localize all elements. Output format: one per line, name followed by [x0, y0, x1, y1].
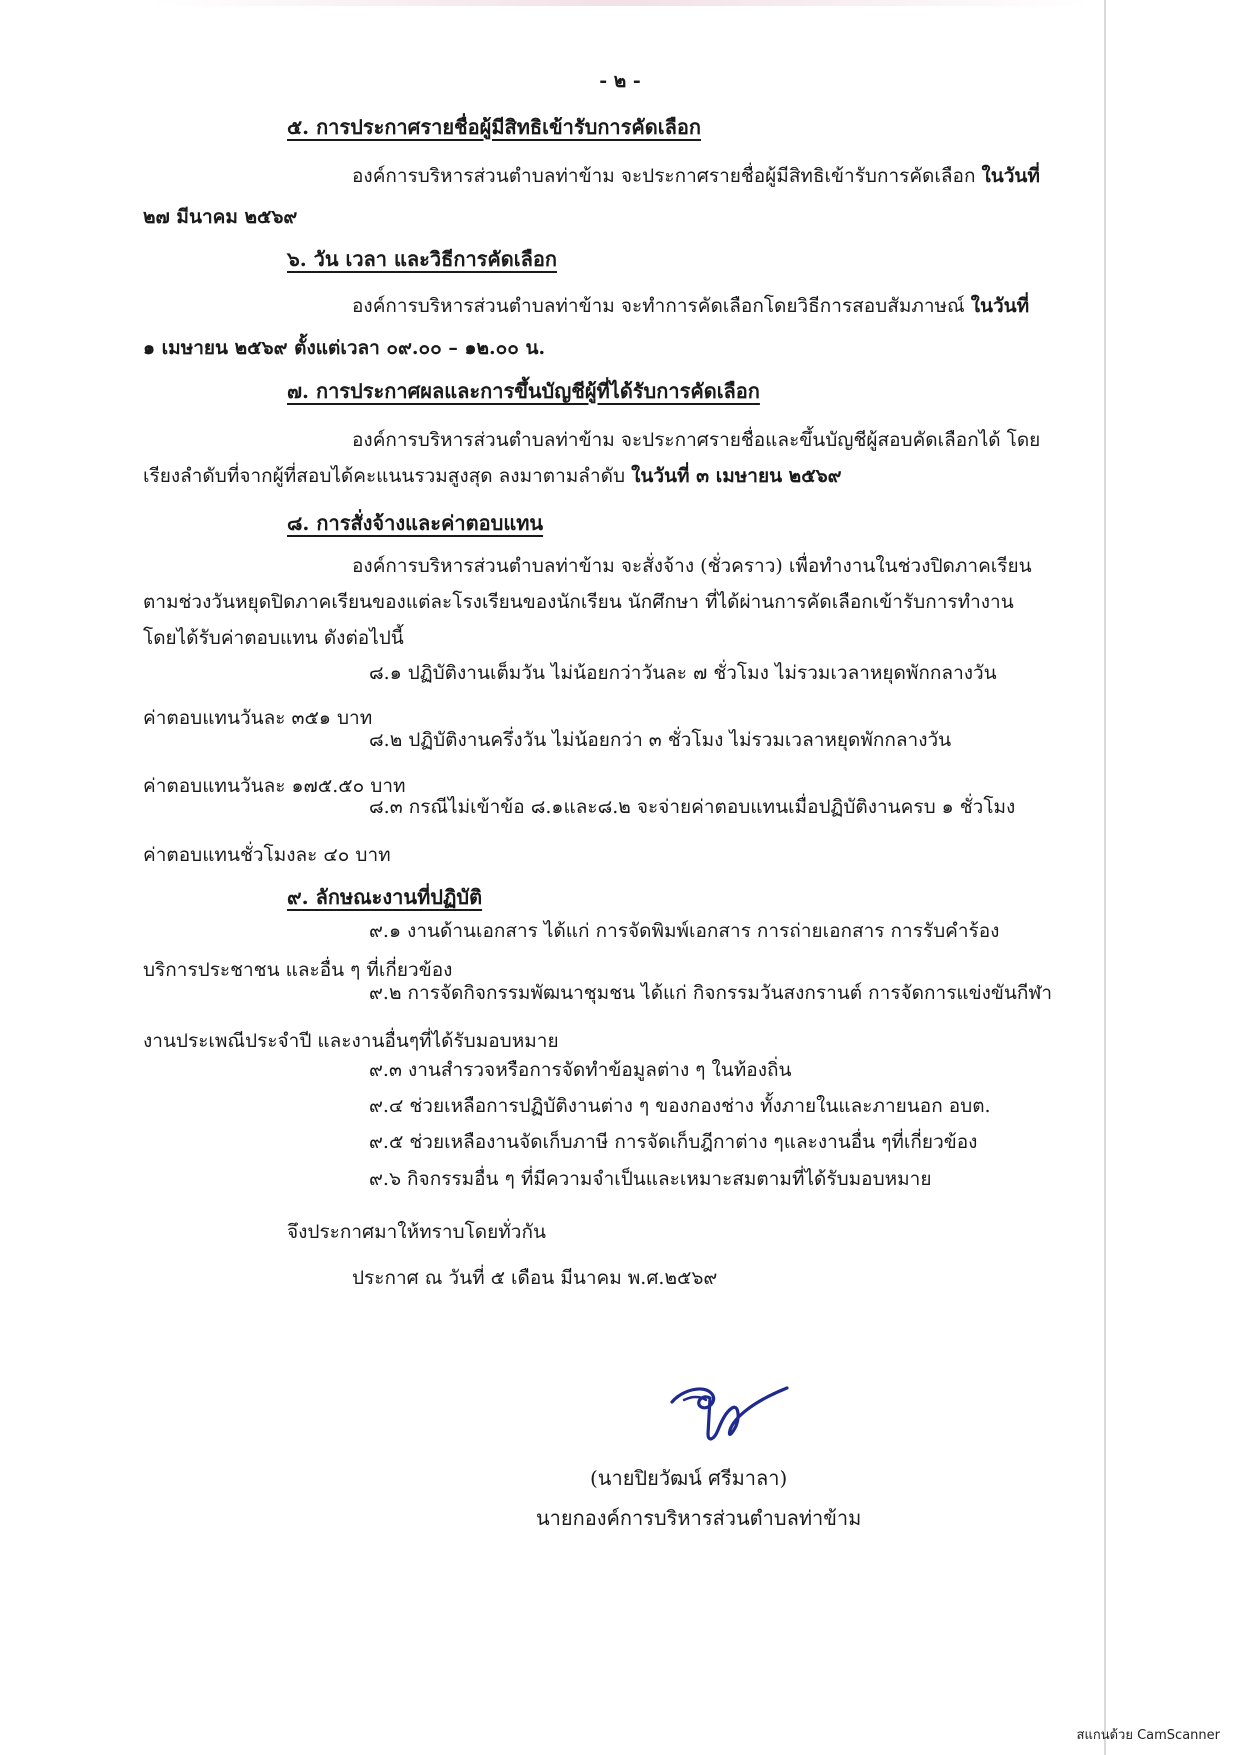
section-9-item-3: ๙.๓ งานสำรวจหรือการจัดทำข้อมูลต่าง ๆ ในท้องถิ่น — [369, 1059, 792, 1081]
section-9-item-4: ๙.๔ ช่วยเหลือการปฏิบัติงานต่าง ๆ ของกองช่าง ทั้งภายในและภายนอก อบต. — [369, 1095, 991, 1117]
section-7-line-2-bold: ในวันที่ ๓ เมษายน ๒๕๖๙ — [631, 465, 842, 487]
section-7-line-2-text: เรียงลำดับที่จากผู้ที่สอบได้คะแนนรวมสูงสุด ลงมาตามลำดับ — [143, 465, 632, 487]
page-number: - ๒ - — [599, 70, 641, 92]
scan-top-strip — [150, 0, 1090, 6]
scanner-watermark: สแกนด้วย CamScanner — [1076, 1728, 1220, 1743]
section-8-item-2: ๘.๒ ปฏิบัติงานครึ่งวัน ไม่น้อยกว่า ๓ ชั่วโมง ไม่รวมเวลาหยุดพักกลางวัน — [369, 729, 952, 751]
scan-right-border — [1104, 0, 1106, 1755]
section-7-line-2 — [143, 463, 842, 489]
section-8-line-3: โดยได้รับค่าตอบแทน ดังต่อไปนี้ — [143, 627, 404, 649]
section-8-item-2-rate: ค่าตอบแทนวันละ ๑๗๕.๕๐ บาท — [143, 775, 406, 797]
section-9-item-2: ๙.๒ การจัดกิจกรรมพัฒนาชุมชน ได้แก่ กิจกรรมวันสงกรานต์ การจัดการแข่งขันกีฬา — [369, 982, 1053, 1004]
section-6-line-1-bold: ในวันที่ — [970, 295, 1030, 317]
section-5-heading: ๕. การประกาศรายชื่อผู้มีสิทธิเข้ารับการคัดเลือก — [287, 115, 701, 139]
section-8-item-3: ๘.๓ กรณีไม่เข้าข้อ ๘.๑และ๘.๒ จะจ่ายค่าตอบแทนเมื่อปฏิบัติงานครบ ๑ ชั่วโมง — [369, 796, 1016, 818]
section-6-date-time: ๑ เมษายน ๒๕๖๙ ตั้งแต่เวลา ๐๙.๐๐ – ๑๒.๐๐ น. — [143, 337, 546, 359]
section-9-item-5: ๙.๕ ช่วยเหลืองานจัดเก็บภาษี การจัดเก็บฎีกาต่าง ๆและงานอื่น ๆที่เกี่ยวข้อง — [369, 1131, 978, 1153]
section-6-heading: ๖. วัน เวลา และวิธีการคัดเลือก — [287, 247, 557, 271]
section-5-line-1-bold: ในวันที่ — [981, 165, 1040, 187]
section-5-line-1-text: องค์การบริหารส่วนตำบลท่าข้าม จะประกาศรายชื่อผู้มีสิทธิเข้ารับการคัดเลือก — [352, 165, 982, 187]
section-9-item-1-cont: บริการประชาชน และอื่น ๆ ที่เกี่ยวข้อง — [143, 959, 453, 981]
signatory-name: (นายปิยวัฒน์ ศรีมาลา) — [590, 1466, 788, 1490]
section-8-item-3-rate: ค่าตอบแทนชั่วโมงละ ๔๐ บาท — [143, 844, 391, 866]
signatory-position: นายกองค์การบริหารส่วนตำบลท่าข้าม — [536, 1506, 862, 1530]
section-6-line-1-text: องค์การบริหารส่วนตำบลท่าข้าม จะทำการคัดเลือกโดยวิธีการสอบสัมภาษณ์ — [352, 295, 971, 317]
section-9-item-6: ๙.๖ กิจกรรมอื่น ๆ ที่มีความจำเป็นและเหมาะสมตามที่ได้รับมอบหมาย — [369, 1168, 932, 1190]
section-7-heading: ๗. การประกาศผลและการขึ้นบัญชีผู้ที่ได้รับการคัดเลือก — [287, 379, 760, 403]
section-8-item-1-rate: ค่าตอบแทนวันละ ๓๕๑ บาท — [143, 707, 373, 729]
section-5-date: ๒๗ มีนาคม ๒๕๖๙ — [143, 206, 298, 228]
section-8-item-1: ๘.๑ ปฏิบัติงานเต็มวัน ไม่น้อยกว่าวันละ ๗ ชั่วโมง ไม่รวมเวลาหยุดพักกลางวัน — [369, 662, 997, 684]
section-8-line-2: ตามช่วงวันหยุดปิดภาคเรียนของแต่ละโรงเรียนของนักเรียน นักศึกษา ที่ได้ผ่านการคัดเลือกเข้ารับการทำงาน — [143, 591, 1014, 613]
section-5-line-1 — [352, 163, 1040, 189]
announcement-date: ประกาศ ณ วันที่ ๕ เดือน มีนาคม พ.ศ.๒๕๖๙ — [352, 1267, 718, 1289]
section-8-heading: ๘. การสั่งจ้างและค่าตอบแทน — [287, 511, 544, 535]
signature-image — [662, 1372, 792, 1452]
closing-statement: จึงประกาศมาให้ทราบโดยทั่วกัน — [287, 1221, 546, 1243]
section-9-item-2-cont: งานประเพณีประจำปี และงานอื่นๆที่ได้รับมอบหมาย — [143, 1030, 559, 1052]
section-7-line-1: องค์การบริหารส่วนตำบลท่าข้าม จะประกาศรายชื่อและขึ้นบัญชีผู้สอบคัดเลือกได้ โดย — [352, 429, 1041, 451]
section-9-item-1: ๙.๑ งานด้านเอกสาร ได้แก่ การจัดพิมพ์เอกสาร การถ่ายเอกสาร การรับคำร้อง — [369, 920, 1000, 942]
section-8-line-1: องค์การบริหารส่วนตำบลท่าข้าม จะสั่งจ้าง (ชั่วคราว) เพื่อทำงานในช่วงปิดภาคเรียน — [352, 555, 1032, 577]
section-9-heading: ๙. ลักษณะงานที่ปฏิบัติ — [287, 885, 483, 909]
section-6-line-1 — [352, 293, 1029, 319]
